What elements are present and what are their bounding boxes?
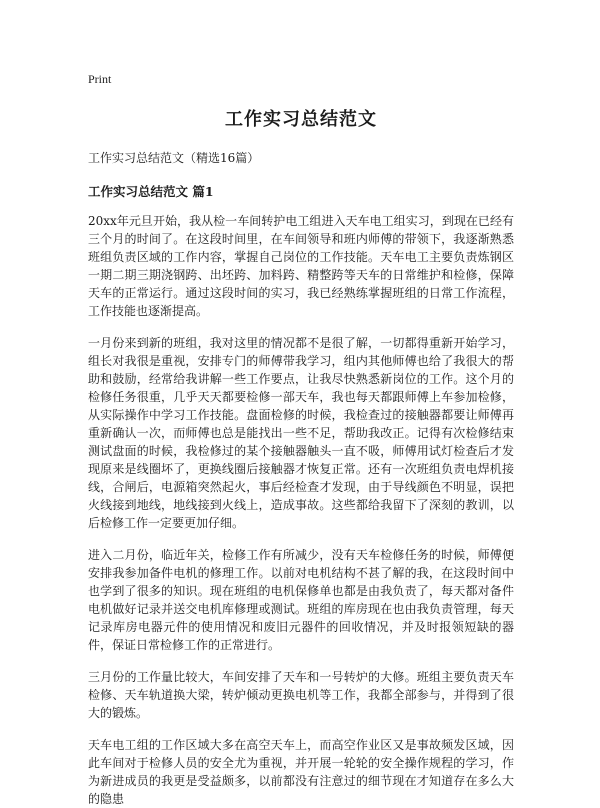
paragraph: 进入二月份，临近年关，检修工作有所减少，没有天车检修任务的时候，师傅便安排我参加备件电机的修理工作。以前对电机结构不甚了解的我，在这段时间中也学到了很多的知识。现在班组的电机保修单也都是由我负责了，每天都对备件电机做好记录并送交电机库修理或测试。班组的库房现在也由我负责管理，每天记录库房电器元件的使用情况和废旧元器件的回收情况，并及时报领短缺的器件，保证日常检修工作的正常进行。	[88, 548, 514, 652]
page-title: 工作实习总结范文	[225, 109, 377, 130]
paragraph: 三月份的工作量比较大，车间安排了天车和一号转炉的大修。班组主要负责天车检修、天车轨道换大梁，转炉倾动更换电机等工作，我都全部参与，并得到了很大的锻炼。	[88, 670, 514, 720]
paragraph: 一月份来到新的班组，我对这里的情况都不是很了解，一切都得重新开始学习，组长对我很是重视，安排专门的师傅带我学习，组内其他师傅也给了我很大的帮助和鼓励，经常给我讲解一些工作要点，让我尽快熟悉新岗位的工作。这个月的检修任务很重，几乎天天都要检修一部天车，我也每天都跟师傅上车参加检修，从实际操作中学习工作技能。盘面检修的时候，我检查过的接触器都要让师傅再重新确认一次，而师傅也总是能找出一些不足，帮助我改正。记得有次检修结束测试盘面的时候，我检修过的某个接触器触头一直不吸，师傅用试灯检查后才发现原来是线圈坏了，更换线圈后接触器才恢复正常。还有一次班组负责电焊机接线，合闸后，电源箱突然起火，事后经检查才发现，由于导线颜色不明显，误把火线接到地线，地线接到火线上，造成事故。这些都给我留下了深刻的教训，以后检修工作一定要更加仔细。	[88, 336, 514, 530]
section-heading: 工作实习总结范文 篇1	[88, 184, 214, 199]
paragraph: 20xx年元旦开始，我从检一车间转护电工组进入天车电工组实习，到现在已经有三个月的时间了。在这段时间里，在车间领导和班内师傅的带领下，我逐渐熟悉班组负责区域的工作内容，掌握自己岗位的工作技能。天车电工主要负责炼钢区一期二期三期浇钢跨、出坯跨、加料跨、精整跨等天车的日常维护和检修，保障天车的正常运行。通过这段时间的实习，我已经熟练掌握班组的日常工作流程，工作技能也逐渐提高。	[88, 214, 514, 318]
print-link[interactable]: Print	[88, 72, 112, 86]
document-subtitle: 工作实习总结范文（精选16篇）	[88, 151, 260, 165]
paragraph: 天车电工组的工作区域大多在高空天车上，而高空作业区又是事故频发区域，因此车间对于检修人员的安全尤为重视，并开展一轮轮的安全操作规程的学习，作为新进成员的我更是受益颇多，以前都没有注意过的细节现在才知道存在多么大的隐患	[88, 738, 514, 806]
